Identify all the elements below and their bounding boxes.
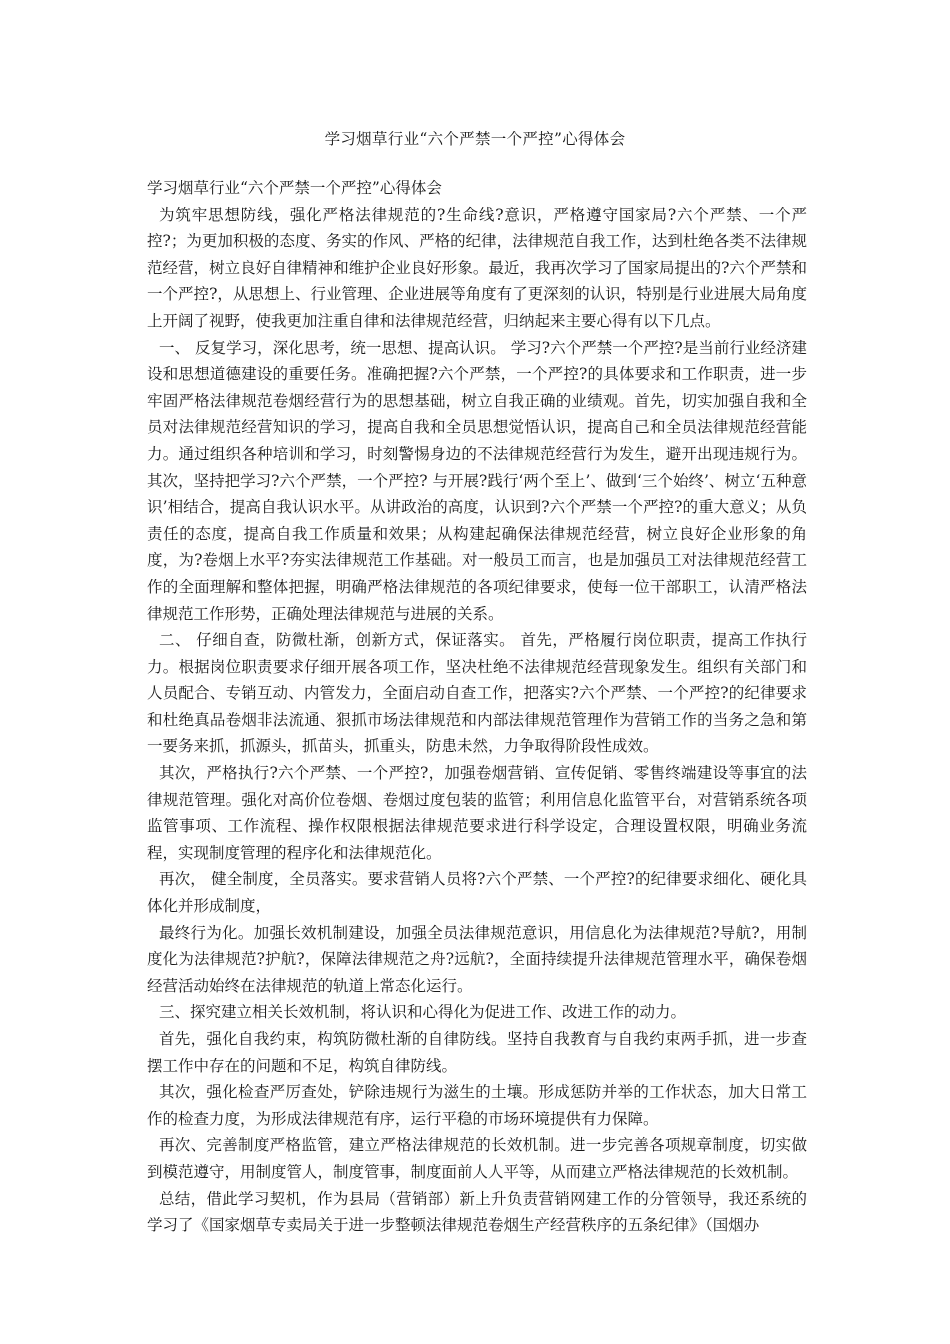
paragraph: 三、探究建立相关长效机制，将认识和心得化为促进工作、改进工作的动力。	[159, 1003, 687, 1022]
document-title: 学习烟草行业“六个严禁一个严控”心得体会	[324, 130, 626, 148]
paragraph: 一、 反复学习，深化思考，统一思想、提高认识。 学习?六个严禁一个严控?是当前行业经济建设和思想道德建设的重要任务。准确把握?六个严禁，一个严控?的具体要求和工作职责，进一步牢固严格法律规范卷烟经营行为的思想基础，树立自我正确的业绩观。首先，切实加强自我和全员对法律规范经营知识的学习，提高自我和全员思想觉悟认识，提高自己和全员法律规范经营能力。通过组织各种培训和学习，时刻警惕身边的不法律规范经营行为发生，避开出现违规行为。其次，坚持把学习?六个严禁，一个严控? 与开展?践行‘两个至上’、做到‘三个始终’、树立‘五种意识’相结合，提高自我认识水平。从讲政治的高度，认识到?六个严禁一个严控?的重大意义；从负责任的态度，提高自我工作质量和效果；从构建起确保法律规范经营，树立良好企业形象的角度，为?卷烟上水平?夯实法律规范工作基础。对一般员工而言，也是加强员工对法律规范经营工作的全面理解和整体把握，明确严格法律规范的各项纪律要求，使每一位干部职工，认清严格法律规范工作形势，正确处理法律规范与进展的关系。	[147, 338, 807, 623]
paragraph: 学习烟草行业“六个严禁一个严控”心得体会	[147, 179, 442, 197]
paragraph: 再次、完善制度严格监管，建立严格法律规范的长效机制。进一步完善各项规章制度，切实做到模范遵守，用制度管人，制度管事，制度面前人人平等，从而建立严格法律规范的长效机制。	[147, 1136, 807, 1181]
paragraph: 二、 仔细自查，防微杜渐，创新方式，保证落实。 首先，严格履行岗位职责，提高工作执行力。根据岗位职责要求仔细开展各项工作，坚决杜绝不法律规范经营现象发生。组织有关部门和人员配合、专销互动、内管发力，全面启动自查工作，把落实?六个严禁、一个严控?的纪律要求和杜绝真品卷烟非法流通、狠抓市场法律规范和内部法律规范管理作为营销工作的当务之急和第一要务来抓，抓源头，抓苗头，抓重头，防患未然，力争取得阶段性成效。	[147, 631, 807, 756]
paragraph: 再次， 健全制度，全员落实。要求营销人员将?六个严禁、一个严控?的纪律要求细化、硬化具体化并形成制度，	[147, 870, 807, 916]
paragraph: 总结，借此学习契机，作为县局（营销部）新上升负责营销网建工作的分管领导，我还系统的学习了《国家烟草专卖局关于进一步整顿法律规范卷烟生产经营秩序的五条纪律》（国烟办	[147, 1189, 807, 1235]
paragraph: 其次，严格执行?六个严禁、一个严控?，加强卷烟营销、宣传促销、零售终端建设等事宜的法律规范管理。强化对高价位卷烟、卷烟过度包装的监管；利用信息化监管平台，对营销系统各项监管事项、工作流程、操作权限根据法律规范要求进行科学设定，合理设置权限，明确业务流程，实现制度管理的程序化和法律规范化。	[147, 764, 807, 862]
paragraph: 其次，强化检查严厉查处，铲除违规行为滋生的土壤。形成惩防并举的工作状态，加大日常工作的检查力度，为形成法律规范有序，运行平稳的市场环境提供有力保障。	[147, 1083, 807, 1128]
paragraph: 首先，强化自我约束，构筑防微杜渐的自律防线。坚持自我教育与自我约束两手抓，进一步查摆工作中存在的问题和不足，构筑自律防线。	[147, 1030, 807, 1075]
paragraph: 为筑牢思想防线，强化严格法律规范的?生命线?意识，严格遵守国家局?六个严禁、一个严控?；为更加积极的态度、务实的作风、严格的纪律，法律规范自我工作，达到杜绝各类不法律规范经营，树立良好自律精神和维护企业良好形象。最近，我再次学习了国家局提出的?六个严禁和一个严控?，从思想上、行业管理、企业进展等角度有了更深刻的认识，特别是行业进展大局角度上开阔了视野，使我更加注重自律和法律规范经营，归纳起来主要心得有以下几点。	[147, 205, 807, 330]
document-body	[147, 175, 807, 1239]
paragraph: 最终行为化。加强长效机制建设，加强全员法律规范意识，用信息化为法律规范?导航?，用制度化为法律规范?护航?，保障法律规范之舟?远航?，全面持续提升法律规范管理水平，确保卷烟经营活动始终在法律规范的轨道上常态化运行。	[147, 923, 807, 995]
